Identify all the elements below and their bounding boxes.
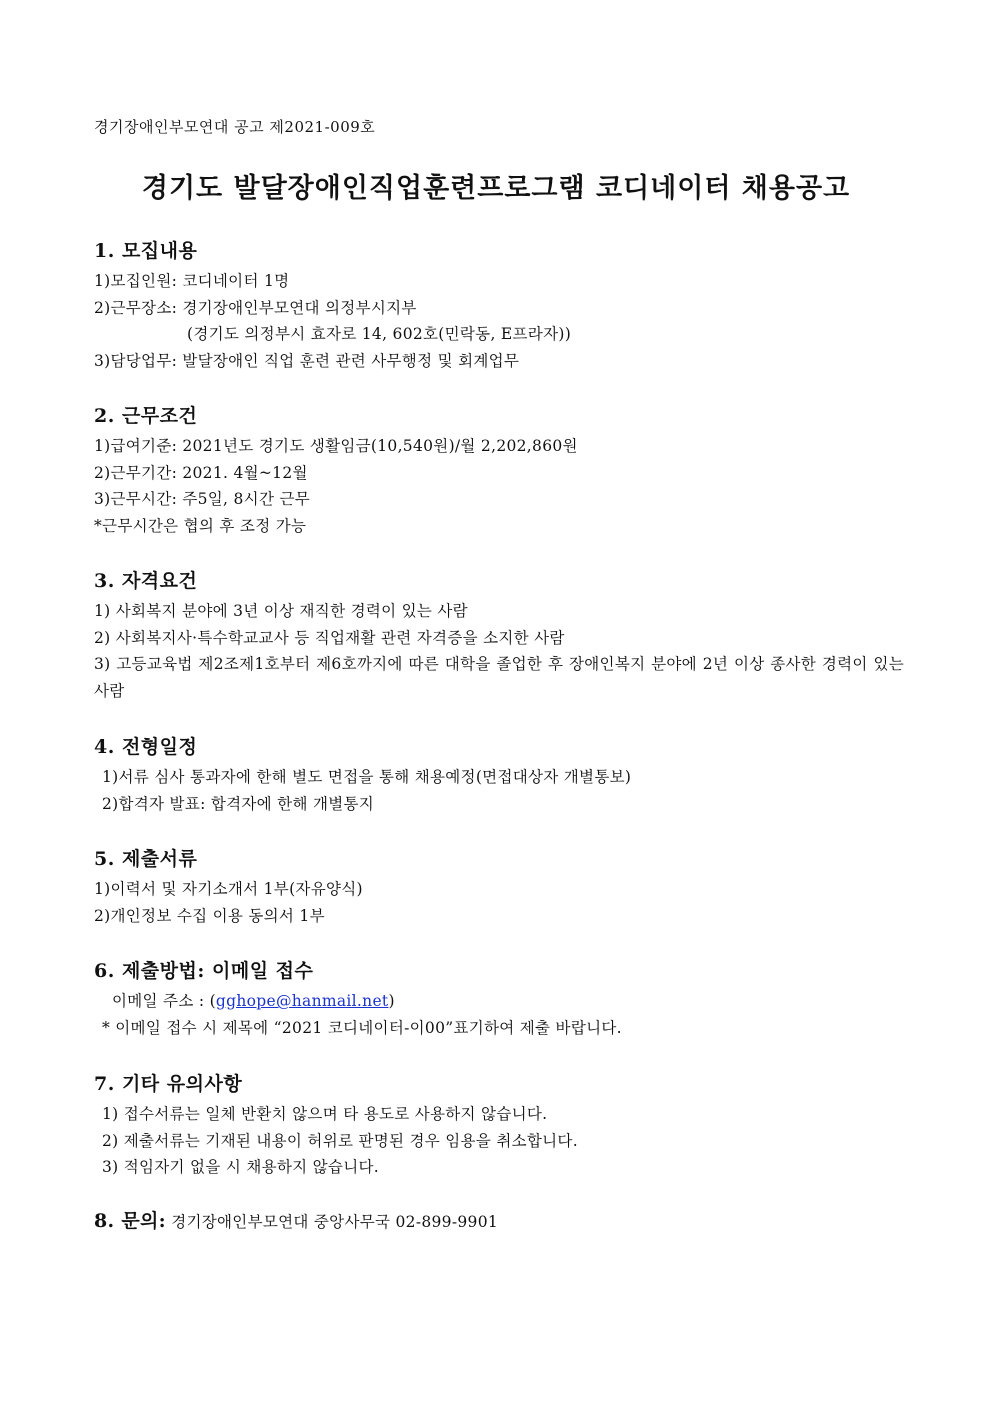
section-documents	[94, 846, 904, 929]
note-item: 3) 적임자기 없을 시 채용하지 않습니다.	[102, 1158, 379, 1176]
schedule-item: 2)합격자 발표: 합격자에 한해 개별통지	[102, 794, 375, 813]
submission-note: * 이메일 접수 시 제목에 “2021 코디네이터-이00”표기하여 제출 바랍니다.	[102, 1018, 622, 1037]
document-item: 2)개인정보 수집 이용 동의서 1부	[94, 906, 325, 925]
email-line	[94, 988, 904, 1015]
contact-info: 경기장애인부모연대 중앙사무국 02-899-9901	[171, 1213, 499, 1231]
section-schedule	[94, 734, 904, 817]
contact-line	[94, 1208, 904, 1236]
note-item: 1) 접수서류는 일체 반환치 않으며 타 용도로 사용하지 않습니다.	[102, 1105, 548, 1123]
email-link[interactable]: gghope@hanmail.net	[215, 992, 389, 1010]
duties: 3)담당업무: 발달장애인 직업 훈련 관련 사무행정 및 회계업무	[94, 351, 520, 370]
section-heading: 1. 모집내용	[94, 240, 198, 262]
schedule-item: 1)서류 심사 통과자에 한해 별도 면접을 통해 채용예정(면접대상자 개별통보)	[102, 768, 632, 786]
section-heading: 5. 제출서류	[94, 848, 198, 870]
qualification-item: 2) 사회복지사·특수학교교사 등 직업재활 관련 자격증을 소지한 사람	[94, 628, 565, 647]
qualification-item: 3) 고등교육법 제2조제1호부터 제6호까지에 따른 대학을 졸업한 후 장애인복지 분야에 2년 이상 종사한 경력이 있는 사람	[94, 655, 904, 700]
section-qualifications	[94, 568, 904, 704]
hours-note: *근무시간은 협의 후 조정 가능	[94, 516, 307, 535]
work-place: 2)근무장소: 경기장애인부모연대 의정부시지부	[94, 298, 417, 317]
section-heading: 4. 전형일정	[94, 736, 198, 758]
work-address: (경기도 의정부시 효자로 14, 602호(민락동, E프라자))	[187, 325, 572, 343]
section-notes	[94, 1071, 904, 1181]
recruit-count: 1)모집인원: 코디네이터 1명	[94, 272, 290, 290]
note-item: 2) 제출서류는 기재된 내용이 허위로 판명된 경우 임용을 취소합니다.	[102, 1131, 578, 1150]
work-hours: 3)근무시간: 주5일, 8시간 근무	[94, 490, 310, 508]
section-heading: 7. 기타 유의사항	[94, 1073, 243, 1095]
work-period: 2)근무기간: 2021. 4월~12월	[94, 463, 308, 482]
section-recruitment	[94, 238, 904, 374]
section-heading: 3. 자격요건	[94, 570, 198, 592]
document-item: 1)이력서 및 자기소개서 1부(자유양식)	[94, 880, 363, 898]
page-title: 경기도 발달장애인직업훈련프로그램 코디네이터 채용공고	[141, 173, 851, 204]
email-close: )	[388, 992, 395, 1010]
qualification-item: 1) 사회복지 분야에 3년 이상 재직한 경력이 있는 사람	[94, 602, 468, 620]
section-conditions	[94, 403, 904, 539]
notice-number: 경기장애인부모연대 공고 제2021-009호	[94, 118, 376, 136]
section-contact	[94, 1208, 904, 1236]
section-heading: 2. 근무조건	[94, 405, 198, 427]
section-submission	[94, 958, 904, 1041]
section-heading: 8. 문의:	[94, 1210, 166, 1232]
email-label: 이메일 주소 : (	[112, 992, 216, 1010]
salary: 1)급여기준: 2021년도 경기도 생활임금(10,540원)/월 2,202,860원	[94, 437, 578, 455]
section-heading: 6. 제출방법: 이메일 접수	[94, 960, 314, 982]
